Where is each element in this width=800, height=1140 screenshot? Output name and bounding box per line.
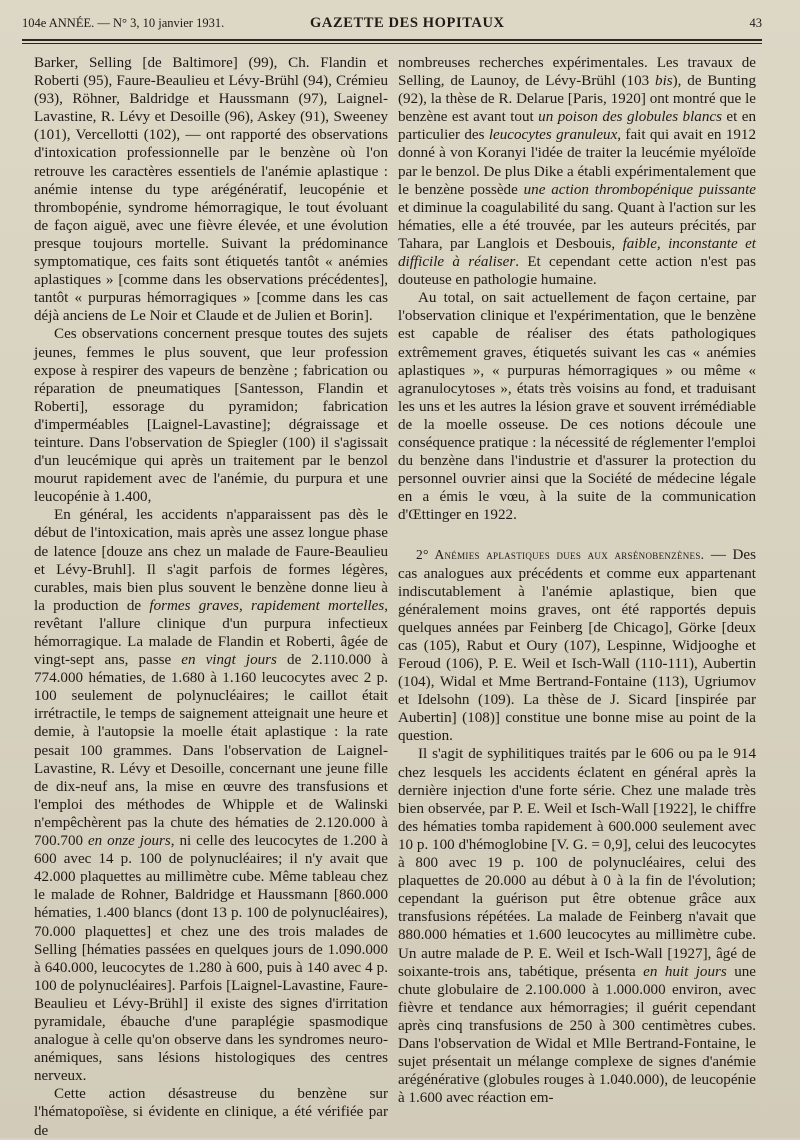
paragraph: Barker, Selling [de Baltimore] (99), Ch. Flandin et Roberti (95), Faure-Beaulieu et Lévy-Brühl (94), Crémieu (93), Röhner, Baldridge et Haussmann (97), Laignel-Lavastine, R. Lévy et Desoille (96), Askey (91), Sweeney (101), Vercellotti (102), — ont rapporté des observations d'intoxication professionnelle par le benzène où l'on retrouve les caractères essentiels de l'anémie aplastique : anémie intense du type arégénératif, leucopénie et thrombopénie, syndrome hémorragique, le tout évoluant de façon aiguë, avec une fièvre élevée, et une évolution presque toujours mortelle. Suivant la prédominance symptomatique, ces faits sont étiquetés tantôt « anémies aplastiques » [comme dans les observations précédentes], tantôt « purpuras hémorragiques » [comme dans les cas déjà anciens de Le Noir et Claude et de Julien et Borin]. [34, 55, 388, 325]
section-heading: 2° Anémies aplastiques dues aux arsénobenzènes. [416, 547, 705, 563]
italic-emphasis: en vingt jours [181, 652, 277, 669]
italic-emphasis: formes graves, rapidement mortelles [149, 597, 385, 614]
italic-emphasis: un poison des globules blancs [538, 109, 722, 126]
italic-emphasis: en onze jours [87, 833, 171, 850]
issue-info: 104e ANNÉE. — N° 3, 10 janvier 1931. [22, 16, 225, 30]
paragraph: nombreuses recherches expérimentales. Les travaux de Selling, de Launoy, de Lévy-Brühl (103 bis), de Bunting (92), la thèse de R. Delarue [Paris, 1920] ont montré que le benzène est avant tout un poison des globules blancs et en particulier des leucocytes granuleux, fait qui avait en 1912 donné à von Koranyi l'idée de traiter la leucémie myéloïde par le benzol. De plus Dike a établi expérimentalement que le benzène possède une action thrombopénique puissante et diminue la coagulabilité du sang. Quant à l'action sur les hématies, elle a été trouvée, par les auteurs précités, par Tahara, par Langlois et Desbouis, faible, inconstante et difficile à réaliser. Et cependant cette action n'est pas douteuse en pathologie humaine. [398, 55, 757, 289]
italic-emphasis: bis [655, 73, 673, 90]
italic-emphasis: en huit jours [643, 963, 727, 980]
paragraph: En général, les accidents n'apparaissent pas dès le début de l'intoxication, mais après une assez longue phase de latence [douze ans chez un malade de Faure-Beaulieu et Lévy-Bruhl]. Il s'agit parfois de formes légères, curables, mais bien plus souvent le benzène donne lieu à la production de formes graves, rapidement mortelles, revêtant l'allure clinique d'un purpura infectieux hémorragique. La malade de Flandin et Roberti, âgée de vingt-sept ans, passe en vingt jours de 2.110.000 à 774.000 hématies, de 1.680 à 1.160 leucocytes avec 2 p. 100 seulement de polynucléaires; le caillot était irrétractile, le temps de saignement atteignait une heure et demie, à l'autopsie la moelle était aplastique : la rate pesait 100 grammes. Dans l'observation de Laignel-Lavastine, R. Lévy et Desoille, concernant une jeune fille de dix-neuf ans, la mise en œuvre des transfusions et l'emploi des méthodes de Whipple et de Walinski n'empêchèrent pas la chute des hématies de 2.120.000 à 700.700 en onze jours, ni celle des leucocytes de 1.200 à 600 avec 14 p. 100 de polynucléaires; il n'y avait que 42.000 plaquettes au millimètre cube. Même tableau chez le malade de Rohner, Baldridge et Haussmann [860.000 hématies, 1.400 blancs (dont 13 p. 100 de polynucléaires), 70.000 plaquettes] et chez une des trois malades de Selling [hématies passées en quelques jours de 1.090.000 à 640.000, leucocytes de 1.280 à 600, puis à 140 avec 4 p. 100 de polynucléaires]. Parfois [Laignel-Lavastine, Faure-Beaulieu et Lévy-Brühl] il existe des signes d'irritation pyramidale, ébauche d'une paraplégie spasmodique analogue à celle qu'on observe dans les syndromes neuro-anémiques, sans lésions histologiques des centres nerveux. [34, 507, 389, 1085]
section-paragraph: 2° Anémies aplastiques dues aux arsénobenzènes. — Des cas analogues aux précédents et comme eux appartenant indiscutablement à l'anémie aplastique, bien que généralement moins graves, ont été rapportés depuis quelques années par Feinberg [de Chicago], Görke [deux cas (105), Rabut et Oury (107), Lespinne, Widjooghe et Feroud (106), P. E. Weil et Isch-Wall (110-111), Aubertin (104), Widal et Mme Bertrand-Fontaine (113), Ugriumov et Idelsohn (109). La thèse de J. Sicard [inspirée par Aubertin] (108)] constitue une bonne mise au point de la question. [398, 547, 756, 745]
header-rule-thin [22, 43, 762, 44]
paragraph: Cette action désastreuse du benzène sur l'hématopoïèse, si évidente en clinique, a été vérifiée par de [34, 1086, 388, 1139]
journal-title: GAZETTE DES HOPITAUX [310, 15, 505, 31]
page-number: 43 [749, 16, 762, 30]
running-header [22, 14, 762, 36]
italic-emphasis: faible, inconstante et difficile à réaliser [398, 235, 756, 271]
right-column [398, 54, 756, 1107]
italic-emphasis: leucocytes granuleux [488, 127, 618, 144]
header-rule-thick [22, 39, 762, 41]
italic-emphasis: une action thrombopénique puissante [523, 181, 756, 198]
paragraph: Au total, on sait actuellement de façon certaine, par l'observation clinique et l'expérimentation, que le benzène est capable de réaliser des états pathologiques extrêmement graves, étiquetés suivant les cas « anémies aplastiques », « purpuras hémorragiques » ou même « agranulocytoses », états très voisins au fond, et traduisant les uns et les autres la lésion grave et souvent irrémédiable de la moelle osseuse. De ces notions découle une conséquence pratique : la nécessité de réglementer l'emploi du benzène dans l'industrie et d'assurer la protection du personnel ouvrier ainsi que la Société de médecine légale en a émis le vœu, à la suite de la communication d'Œttinger en 1922. [398, 290, 756, 524]
left-column [34, 54, 388, 1140]
paragraph: Il s'agit de syphilitiques traités par le 606 ou pa le 914 chez lesquels les accidents éclatent en général après la dernière injection d'une forte série. Chez une malade très bien observée, par P. E. Weil et Isch-Wall [1922], le chiffre des hématies tomba rapidement à 600.000 seulement avec 10 p. 100 d'hémoglobine [V. G. = 0,9], celui des leucocytes à 800 avec 19 p. 100 de polynucléaires, celui des plaquettes de 20.000 au début à 0 à la fin de l'évolution; cependant la guérison put être obtenue grâce aux transfusions répétées. La malade de Feinberg n'avait que 880.000 hématies et 1.600 leucocytes au millimètre cube. Un autre malade de P. E. Weil et Isch-Wall [1927], âgé de soixante-trois ans, tabétique, présenta en huit jours une chute globulaire de 2.100.000 à 1.000.000 environ, avec fièvre et tendance aux hémorragies; il guérit cependant après cinq transfusions de 250 à 300 centimètres cubes. Dans l'observation de Widal et Mlle Bertrand-Fontaine, le sujet présentait un mélange complexe de signes d'anémie arégénérative (globules rouges à 1.040.000), de leucopénie à 1.600 avec réaction em- [398, 746, 757, 1107]
paragraph: Ces observations concernent presque toutes des sujets jeunes, femmes le plus souvent, que leur profession expose à respirer des vapeurs de benzène ; fabrication ou réparation de pneumatiques [Santesson, Flandin et Roberti], essorage du pyramidon; fabrication d'imperméables [Laignel-Lavastine]; dégraissage et teinture. Dans l'observation de Spiegler (100) il s'agissait d'un leucémique qui après un traitement par le benzol mourut rapidement avec de l'anémie, du purpura et une leucopénie à 1.400, [34, 326, 388, 506]
